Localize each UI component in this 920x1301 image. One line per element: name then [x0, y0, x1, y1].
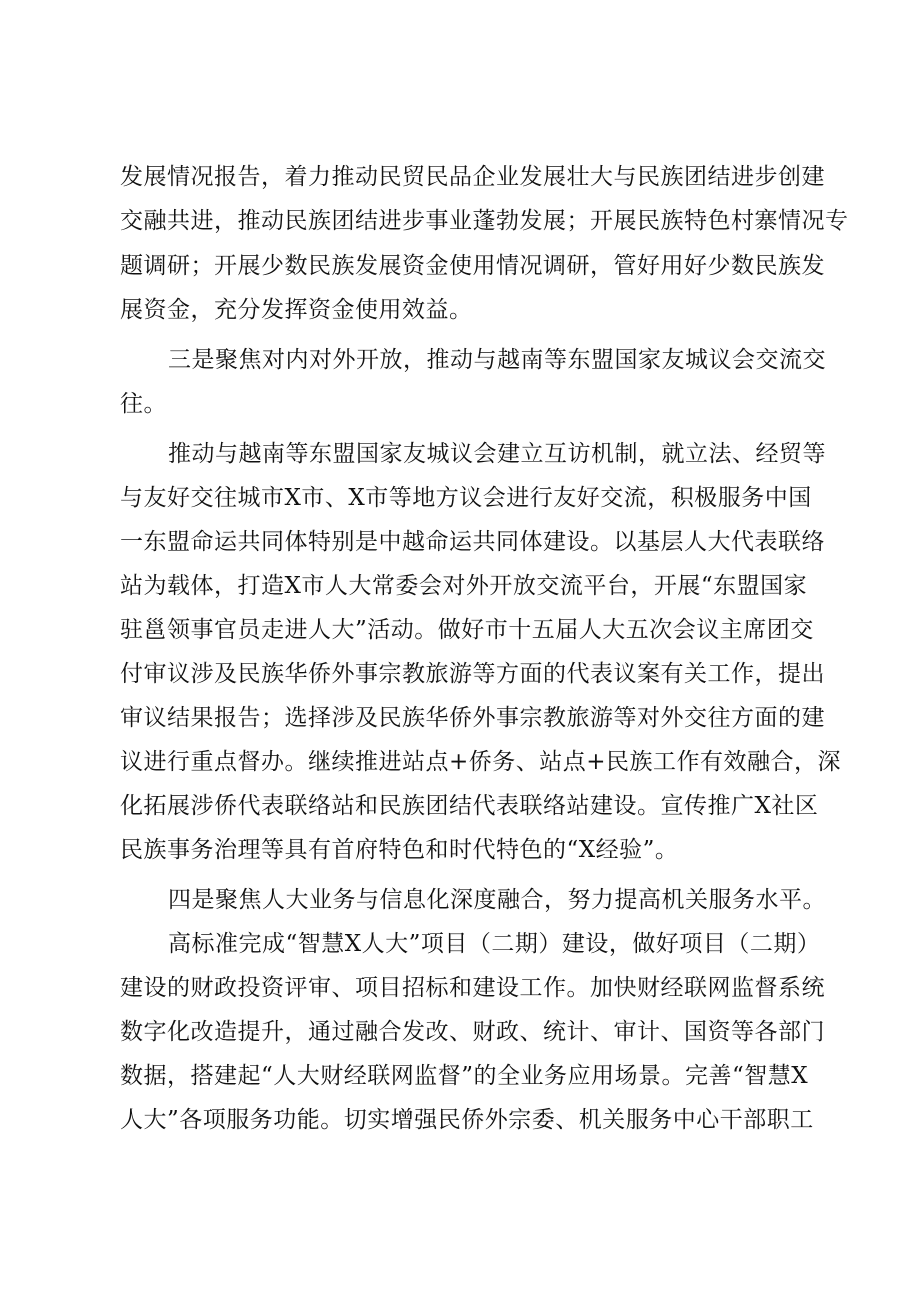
text-line-22: 人大”各项服务功能。切实增强民侨外宗委、机关服务中心干部职工 — [120, 1107, 814, 1133]
text-line-19: 建设的财政投资评审、项目招标和建设工作。加快财经联网监督系统 — [120, 975, 825, 1001]
section-heading-3: 三是聚焦对内对外开放，推动与越南等东盟国家友城议会交流交 — [168, 347, 826, 373]
text-line-16: 民族事务治理等具有首府特色和时代特色的“X经验”。 — [120, 837, 679, 863]
text-line-2: 交融共进，推动民族团结进步事业蓬勃发展；开展民族特色村寨情况专 — [120, 208, 849, 234]
text-line-11: 驻邕领事官员走进人大”活动。做好市十五届人大五次会议主席团交 — [120, 617, 814, 643]
text-line-10: 站为载体，打造X市人大常委会对外开放交流平台，开展“东盟国家 — [120, 573, 808, 599]
text-line-7: 推动与越南等东盟国家友城议会建立互访机制，就立法、经贸等 — [168, 441, 826, 467]
text-line-4: 展资金，充分发挥资金使用效益。 — [120, 297, 473, 323]
text-line-3: 题调研；开展少数民族发展资金使用情况调研，管好用好少数民族发 — [120, 253, 825, 279]
text-line-9: 一东盟命运共同体特别是中越命运共同体建设。以基层人大代表联络 — [120, 529, 825, 555]
text-line-13: 审议结果报告；选择涉及民族华侨外事宗教旅游等对外交往方面的建 — [120, 705, 825, 731]
text-line-18: 高标准完成“智慧X人大”项目（二期）建设，做好项目（二期） — [168, 931, 821, 957]
text-line-14: 议进行重点督办。继续推进站点+侨务、站点+民族工作有效融合，深 — [120, 749, 842, 775]
text-line-6: 往。 — [120, 391, 167, 417]
text-line-15: 化拓展涉侨代表联络站和民族团结代表联络站建设。宣传推广X社区 — [120, 793, 819, 819]
text-line-20: 数字化改造提升，通过融合发改、财政、统计、审计、国资等各部门 — [120, 1019, 825, 1045]
text-line-21: 数据，搭建起“人大财经联网监督”的全业务应用场景。完善“智慧X — [120, 1063, 809, 1089]
section-heading-4: 四是聚焦人大业务与信息化深度融合，努力提高机关服务水平。 — [168, 887, 826, 913]
text-line-8: 与友好交往城市X市、X市等地方议会进行友好交流，积极服务中国 — [120, 485, 812, 511]
text-line-1: 发展情况报告，着力推动民贸民品企业发展壮大与民族团结进步创建 — [120, 164, 825, 190]
text-line-12: 付审议涉及民族华侨外事宗教旅游等方面的代表议案有关工作，提出 — [120, 661, 825, 687]
